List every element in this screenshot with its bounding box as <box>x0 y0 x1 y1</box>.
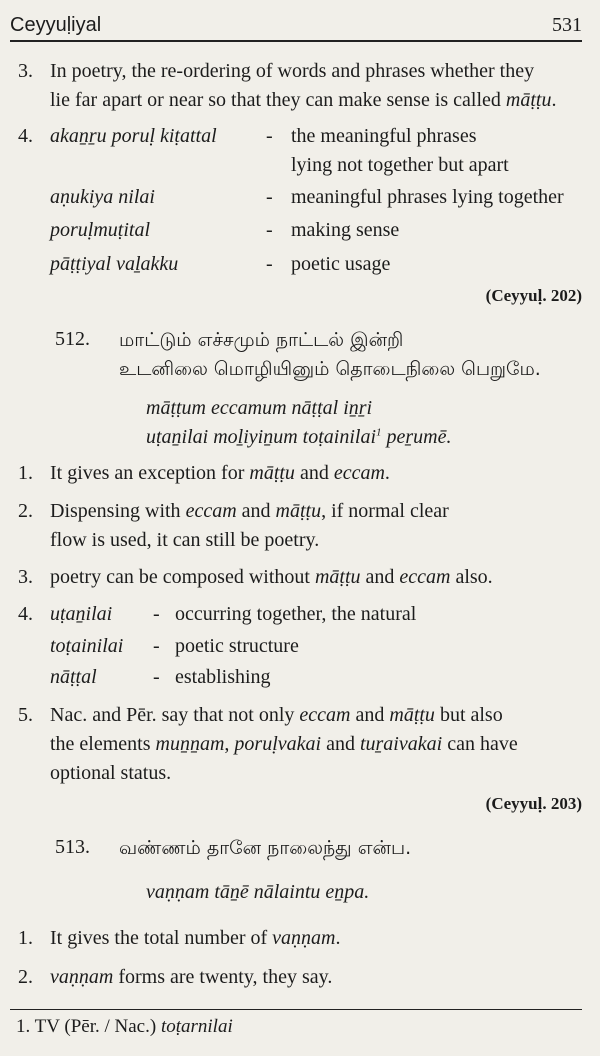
glossary-gloss: poetic usage <box>291 253 391 275</box>
glossary-dash: - <box>266 253 273 275</box>
list-item-text: Nac. and Pēr. say that not only eccam and māṭṭu but also <box>50 704 503 726</box>
glossary-gloss: meaningful phrases lying together <box>291 186 564 208</box>
tamil-verse-line: உடனிலை மொழியினும் தொடைநிலை பெறுமே. <box>119 358 541 380</box>
list-number: 4. <box>18 603 33 625</box>
transliteration-line: māṭṭum eccamum nāṭṭal iṉṟi <box>146 397 373 419</box>
list-item-text: flow is used, it can still be poetry. <box>50 529 320 551</box>
tamil-verse-line: மாட்டும் எச்சமும் நாட்டல் இன்றி <box>119 329 404 351</box>
list-item-text: poetry can be composed without māṭṭu and eccam also. <box>50 566 493 588</box>
glossary-dash: - <box>153 666 160 688</box>
list-item-text: vaṇṇam forms are twenty, they say. <box>50 966 333 988</box>
glossary-dash: - <box>266 219 273 241</box>
list-item-text: lie far apart or near so that they can make sense is called māṭṭu. <box>50 89 557 111</box>
list-item-text: optional status. <box>50 762 172 784</box>
list-number: 3. <box>18 60 33 82</box>
page-number: 531 <box>552 14 582 36</box>
glossary-term: nāṭṭal <box>50 666 97 688</box>
glossary-dash: - <box>153 635 160 657</box>
glossary-term: poruḷmuṭital <box>50 219 151 241</box>
glossary-gloss: lying not together but apart <box>291 154 509 176</box>
sutra-number: 513. <box>55 836 90 858</box>
glossary-term: aṇukiya nilai <box>50 186 155 208</box>
chapter-title: Ceyyuḷiyal <box>10 14 102 36</box>
glossary-term: akaṉṟu poruḷ kiṭattal <box>50 125 217 147</box>
sutra-number: 512. <box>55 328 90 350</box>
list-number: 3. <box>18 566 33 588</box>
glossary-dash: - <box>153 603 160 625</box>
list-number: 4. <box>18 125 33 147</box>
list-number: 1. <box>18 462 33 484</box>
glossary-gloss: occurring together, the natural <box>175 603 417 625</box>
running-header <box>10 6 582 42</box>
list-item-text: In poetry, the re-ordering of words and phrases whether they <box>50 60 535 82</box>
glossary-dash: - <box>266 125 273 147</box>
tamil-verse-line: வண்ணம் தானே நாலைந்து என்ப. <box>119 837 412 859</box>
glossary-term: toṭainilai <box>50 635 124 657</box>
glossary-term: pāṭṭiyal vaḻakku <box>50 253 179 275</box>
list-item-text: the elements muṉṉam, poruḷvakai and tuṟaivakai can have <box>50 733 518 755</box>
transliteration-line: uṭaṉilai moḻiyiṉum toṭainilai$^1$ peṟumē. <box>146 426 452 448</box>
list-number: 2. <box>18 966 33 988</box>
footnote-marker: 1 <box>376 426 382 439</box>
footnote: 1. TV (Pēr. / Nac.) toṭarnilai <box>16 1016 233 1037</box>
glossary-term: uṭaṉilai <box>50 603 113 625</box>
verse-reference: (Ceyyuḷ. 202) <box>485 286 582 305</box>
glossary-gloss: establishing <box>175 666 271 688</box>
list-item-text: It gives an exception for māṭṭu and eccam. <box>50 462 390 484</box>
list-number: 2. <box>18 500 33 522</box>
list-item-text: Dispensing with eccam and māṭṭu, if normal clear <box>50 500 449 522</box>
transliteration-line: vaṇṇam tāṉē nālaintu eṉpa. <box>146 881 370 903</box>
verse-reference: (Ceyyuḷ. 203) <box>485 794 582 813</box>
glossary-dash: - <box>266 186 273 208</box>
list-item-text: It gives the total number of vaṇṇam. <box>50 927 341 949</box>
footnote-rule <box>10 1009 582 1010</box>
glossary-gloss: making sense <box>291 219 400 241</box>
glossary-gloss: poetic structure <box>175 635 299 657</box>
glossary-gloss: the meaningful phrases <box>291 125 477 147</box>
list-number: 1. <box>18 927 33 949</box>
list-number: 5. <box>18 704 33 726</box>
